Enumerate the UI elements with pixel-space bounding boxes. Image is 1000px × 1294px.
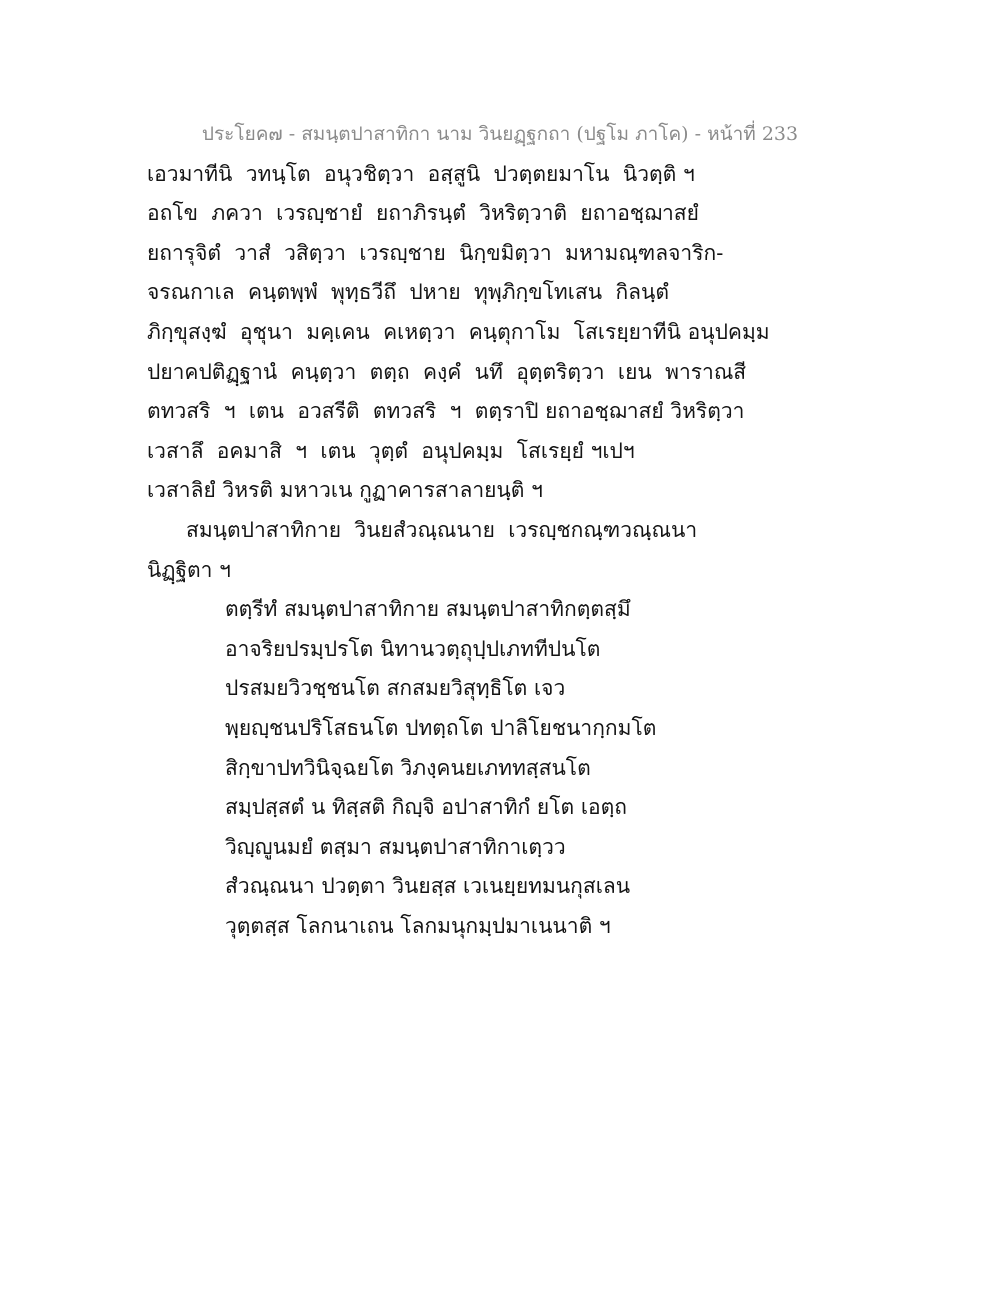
verse-line: สิกฺขาปทวินิจฺฉยโต วิภงฺคนยเภททสฺสนโต bbox=[225, 755, 591, 780]
verse-line: สํวณฺณนา ปวตฺตา วินยสฺส เวเนยฺยทมนกุสเลน bbox=[225, 874, 631, 899]
closing-line: สมนฺตปาสาทิกาย วินยสํวณฺณนาย เวรญฺชกณฺฑวณฺณนา bbox=[186, 517, 698, 542]
closing-line: นิฏฺฐิตา ฯ bbox=[147, 557, 231, 582]
verse-block bbox=[0, 590, 1000, 946]
body-text bbox=[0, 155, 1000, 511]
page-header: ประโยค๗ - สมนฺตปาสาทิกา นาม วินยฏฺฐกถา (ปฐโม ภาโค) - หน้าที่ 233 bbox=[201, 123, 799, 145]
verse-line: ปรสมยวิวชฺชนโต สกสมยวิสุทฺธิโต เจว bbox=[225, 676, 566, 701]
body-line: ตทวสริ ฯ เตน อวสรีติ ตทวสริ ฯ ตตฺราปิ ยถาอชฺฌาสยํ วิหริตฺวา bbox=[147, 399, 745, 424]
document-page bbox=[0, 115, 1000, 946]
verse-line: อาจริยปรมฺปรโต นิทานวตฺถุปฺปเภททีปนโต bbox=[225, 636, 601, 661]
body-line: ปยาคปติฏฺฐานํ คนฺตฺวา ตตฺถ คงฺคํ นทึ อุตฺตริตฺวา เยน พาราณสี bbox=[147, 359, 747, 384]
verse-line: ตตฺรีทํ สมนฺตปาสาทิกาย สมนฺตปาสาทิกตฺตสฺมึ bbox=[225, 597, 631, 622]
verse-line: พฺยญฺชนปริโสธนโต ปทตฺถโต ปาลิโยชนากฺกมโต bbox=[225, 715, 657, 740]
verse-line: วิญฺญูนมยํ ตสฺมา สมนฺตปาสาทิกาเตฺวว bbox=[225, 834, 566, 859]
body-line: เวสาลิยํ วิหรติ มหาวเน กูฏาคารสาลายนฺติ ฯ bbox=[147, 478, 543, 503]
verse-line: วุตฺตสฺส โลกนาเถน โลกมนุกมฺปมาเนนาติ ฯ bbox=[225, 913, 611, 938]
body-line: ภิกฺขุสงฺฆํ อุชุนา มคฺเคน คเหตฺวา คนฺตุกาโม โสเรยฺยาทีนิ อนุปคมฺม bbox=[147, 319, 770, 344]
body-line: เวสาลึ อคมาสิ ฯ เตน วุตฺตํ อนุปคมฺม โสเรยฺยํ ฯเปฯ bbox=[147, 438, 635, 463]
body-line: อถโข ภควา เวรญฺชายํ ยถาภิรนฺตํ วิหริตฺวาติ ยถาอชฺฌาสยํ bbox=[147, 201, 699, 226]
verse-line: สมฺปสฺสตํ น ทิสฺสติ กิญฺจิ อปาสาทิกํ ยโต เอตฺถ bbox=[225, 795, 627, 820]
body-line: ยถารุจิตํ วาสํ วสิตฺวา เวรญฺชาย นิกฺขมิตฺวา มหามณฺฑลจาริก- bbox=[147, 240, 724, 265]
body-line: จรณกาเล คนฺตพฺพํ พุทฺธวีถึ ปหาย ทุพฺภิกฺขโทเสน กิลนฺตํ bbox=[147, 280, 670, 305]
body-line: เอวมาทีนิ วทนฺโต อนุวชิตฺวา อสฺสูนิ ปวตฺตยมาโน นิวตฺติ ฯ bbox=[147, 161, 695, 186]
closing-paragraph bbox=[0, 511, 1000, 590]
